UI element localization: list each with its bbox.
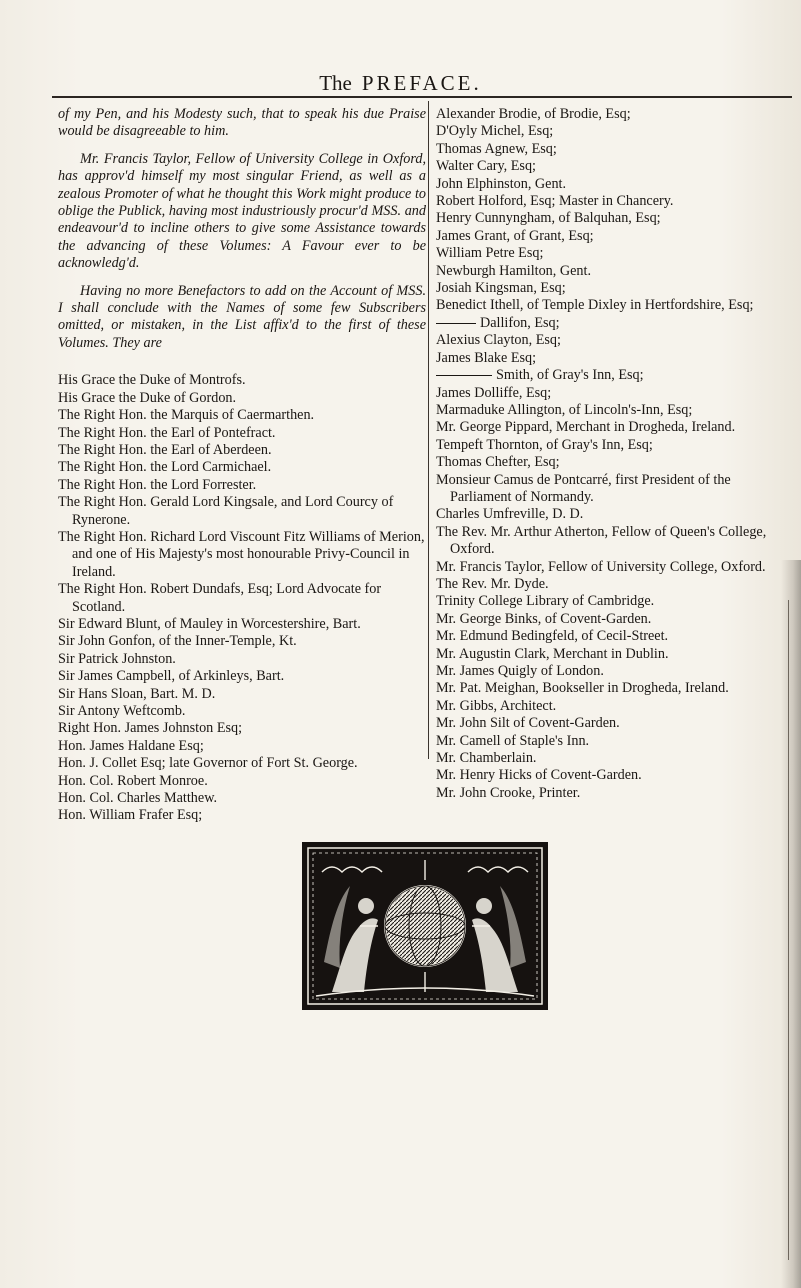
- subscriber-entry: Mr. Gibbs, Architect.: [436, 697, 557, 714]
- subscriber-entry: Mr. Camell of Staple's Inn.: [436, 732, 590, 749]
- preface-paragraph-3: Having no more Benefactors to add on the Account of MSS. I shall conclude with the Names of some few Subscribers omitted, or mistaken, in the List affix'd to the first of these Volumes. They are: [58, 282, 426, 351]
- subscriber-entry: The Right Hon. Robert Dundafs, Esq; Lord Advocate for Scotland.: [58, 581, 382, 615]
- subscriber-entry: Trinity College Library of Cambridge.: [436, 593, 655, 610]
- subscriber-entry: Mr. John Crooke, Printer.: [436, 784, 581, 801]
- subscriber-entry: [436, 315, 781, 332]
- subscriber-entry: The Rev. Mr. Dyde.: [436, 575, 549, 592]
- subscriber-entry: D'Oyly Michel, Esq;: [436, 123, 554, 140]
- woodcut-tailpiece-ornament-icon: [302, 842, 548, 1010]
- subscriber-entry: Mr. Francis Taylor, Fellow of University College, Oxford.: [436, 558, 766, 575]
- subscriber-entry: Tempeft Thornton, of Gray's Inn, Esq;: [436, 436, 653, 453]
- name-omitted-dash: [436, 375, 492, 376]
- page-edge-line: [788, 600, 789, 1260]
- preface-paragraph-2: Mr. Francis Taylor, Fellow of University College in Oxford, has approv'd himself my most singular Friend, as well as a zealous Promoter of what he thought this Work might produce to oblige the Publick, having most industriously procur'd MSS. and endeavour'd to incline others to give some Assistance towards the advancing of these Volumes: A Favour ever to be acknowledg'd.: [58, 150, 426, 272]
- subscriber-entry: Charles Umfreville, D. D.: [436, 506, 584, 523]
- subscriber-entry: His Grace the Duke of Montrofs.: [58, 372, 246, 389]
- subscriber-entry: Mr. George Binks, of Covent-Garden.: [436, 610, 652, 627]
- subscriber-entry: The Right Hon. the Earl of Aberdeen.: [58, 441, 272, 458]
- running-head-title: PREFACE.: [361, 71, 482, 95]
- subscriber-entry: Marmaduke Allington, of Lincoln's-Inn, Esq;: [436, 401, 693, 418]
- subscriber-entry: James Dolliffe, Esq;: [436, 384, 552, 401]
- subscriber-entry: The Right Hon. the Lord Forrester.: [58, 476, 257, 493]
- subscriber-entry: Sir Antony Weftcomb.: [58, 703, 186, 719]
- subscriber-entry: The Right Hon. the Earl of Pontefract.: [58, 424, 276, 441]
- subscriber-entry: Hon. Col. Robert Monroe.: [58, 772, 208, 789]
- running-head-the: The: [319, 71, 352, 95]
- subscriber-entry: Hon. Col. Charles Matthew.: [58, 790, 218, 807]
- name-omitted-dash: [436, 323, 476, 324]
- subscriber-entry: Mr. George Pippard, Merchant in Drogheda, Ireland.: [436, 419, 736, 436]
- subscriber-entry: Walter Cary, Esq;: [436, 158, 536, 175]
- subscriber-entry: The Right Hon. Gerald Lord Kingsale, and Lord Courcy of Rynerone.: [58, 494, 394, 528]
- right-column: [436, 106, 781, 802]
- subscriber-entry: The Rev. Mr. Arthur Atherton, Fellow of Queen's College, Oxford.: [436, 523, 767, 558]
- subscriber-entry: Mr. Henry Hicks of Covent-Garden.: [436, 767, 642, 784]
- column-divider: [428, 101, 429, 759]
- subscriber-entry: The Right Hon. the Lord Carmichael.: [58, 459, 272, 476]
- subscriber-list-right: [436, 106, 781, 802]
- subscriber-entry: Newburgh Hamilton, Gent.: [436, 262, 591, 279]
- running-head: [0, 71, 801, 95]
- subscriber-entry: Robert Holford, Esq; Master in Chancery.: [436, 193, 674, 210]
- subscriber-entry: Alexius Clayton, Esq;: [436, 332, 561, 349]
- subscriber-entry: [436, 367, 781, 384]
- subscriber-entry: Hon. William Frafer Esq;: [58, 807, 203, 824]
- subscriber-entry: Thomas Chefter, Esq;: [436, 454, 560, 471]
- subscriber-entry: Sir Patrick Johnston.: [58, 650, 176, 667]
- subscriber-entry: His Grace the Duke of Gordon.: [58, 389, 237, 406]
- page-edge-shadow: [781, 560, 801, 1288]
- subscriber-entry: Sir Edward Blunt, of Mauley in Worcestershire, Bart.: [58, 615, 361, 632]
- subscriber-entry: Mr. Augustin Clark, Merchant in Dublin.: [436, 645, 669, 662]
- subscriber-entry: Mr. John Silt of Covent-Garden.: [436, 715, 620, 732]
- subscriber-entry: Sir James Campbell, of Arkinleys, Bart.: [58, 668, 285, 685]
- subscriber-entry: Thomas Agnew, Esq;: [436, 140, 557, 157]
- subscriber-entry: Hon. James Haldane Esq;: [58, 737, 204, 754]
- subscriber-entry: Monsieur Camus de Pontcarré, first President of the Parliament of Normandy.: [436, 471, 731, 505]
- subscriber-list-left: [58, 372, 426, 825]
- subscriber-entry: Sir John Gonfon, of the Inner-Temple, Kt.: [58, 633, 297, 650]
- subscriber-entry: Sir Hans Sloan, Bart. M. D.: [58, 685, 216, 702]
- subscriber-entry: Hon. J. Collet Esq; late Governor of Fort St. George.: [58, 755, 358, 772]
- subscriber-entry: William Petre Esq;: [436, 245, 544, 262]
- subscriber-entry: The Right Hon. the Marquis of Caermarthen.: [58, 407, 315, 424]
- subscriber-entry: Mr. Edmund Bedingfeld, of Cecil-Street.: [436, 628, 669, 645]
- subscriber-entry: Benedict Ithell, of Temple Dixley in Hertfordshire, Esq;: [436, 297, 754, 314]
- subscriber-entry: Henry Cunnyngham, of Balquhan, Esq;: [436, 210, 661, 227]
- header-rule: [52, 96, 792, 98]
- left-column: [58, 106, 426, 825]
- subscriber-entry: The Right Hon. Richard Lord Viscount Fitz Williams of Merion, and one of His Majesty's most honourable Privy-Council in Ireland.: [58, 528, 425, 580]
- subscriber-entry: Mr. Chamberlain.: [436, 750, 537, 767]
- subscriber-entry: Right Hon. James Johnston Esq;: [58, 720, 243, 737]
- subscriber-entry: Josiah Kingsman, Esq;: [436, 280, 566, 297]
- subscriber-entry: John Elphinston, Gent.: [436, 175, 567, 192]
- subscriber-entry: James Blake Esq;: [436, 349, 537, 366]
- preface-paragraph-1: of my Pen, and his Modesty such, that to speak his due Praise would be disagreeable to him.: [58, 106, 426, 140]
- subscriber-entry: Mr. Pat. Meighan, Bookseller in Drogheda, Ireland.: [436, 680, 729, 697]
- subscriber-entry-text: Smith, of Gray's Inn, Esq;: [496, 367, 644, 384]
- subscriber-entry-text: Dallifon, Esq;: [480, 314, 560, 331]
- subscriber-entry: Alexander Brodie, of Brodie, Esq;: [436, 106, 631, 122]
- subscriber-entry: Mr. James Quigly of London.: [436, 663, 604, 679]
- subscriber-entry: James Grant, of Grant, Esq;: [436, 227, 594, 244]
